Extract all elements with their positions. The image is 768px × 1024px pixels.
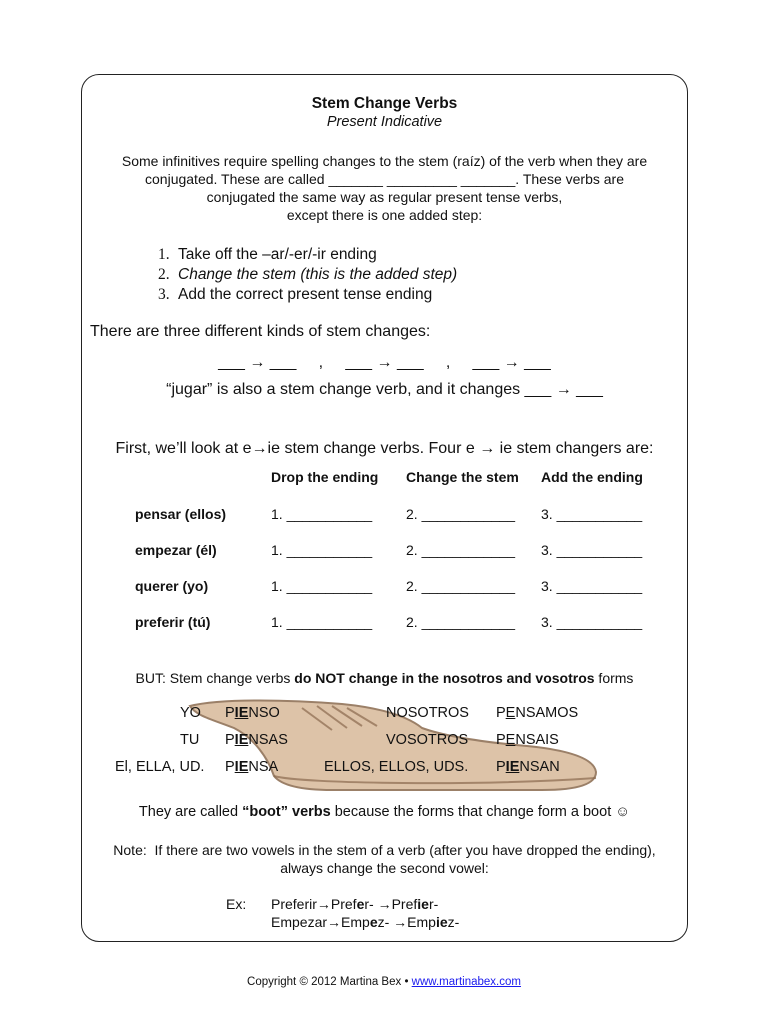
but-line-pre: BUT: Stem change verbs [135, 670, 295, 686]
stem-change: IE [234, 705, 249, 721]
note-paragraph [81, 841, 688, 877]
example-text: z- →Emp [377, 914, 436, 930]
step-item [158, 265, 457, 285]
example-text: r- →Pref [364, 896, 418, 912]
intro-paragraph [81, 152, 688, 224]
col-header-drop: Drop the ending [271, 469, 379, 485]
yo-form [225, 705, 280, 721]
stem-change: IE [234, 732, 249, 748]
intro-line-1: Some infinitives require spelling changes to the stem (raíz) of the verb when they are [121, 153, 648, 169]
blank-change[interactable]: 2. ____________ [406, 614, 515, 630]
step-text: Add the correct present tense ending [178, 286, 433, 303]
but-line-post: forms [594, 670, 634, 686]
blank-add[interactable]: 3. ___________ [541, 542, 643, 558]
stem-start: P [496, 705, 506, 721]
stem-start: P [225, 705, 235, 721]
blank-add[interactable]: 3. ___________ [541, 614, 643, 630]
page-subtitle: Present Indicative [326, 114, 443, 130]
example-text: Preferir→Pref [271, 896, 357, 912]
yo-pronoun: YO [180, 705, 201, 721]
eie-intro: First, we’ll look at e→ie stem change verbs. Four e → ie stem changers are: [115, 440, 654, 457]
tu-pronoun: TU [180, 732, 200, 748]
note-line-1: Note: If there are two vowels in the stem of a verb (after you have dropped the ending), [113, 842, 656, 858]
intro-line-2: conjugated. These are called _______ _________ _______. These verbs are [145, 171, 624, 187]
step-item [158, 245, 457, 265]
ellos-pronoun: ELLOS, ELLOS, UDS. [324, 759, 469, 775]
col-header-add: Add the ending [541, 469, 643, 485]
stem-change: IE [505, 759, 520, 775]
example-vowel: ie [417, 896, 429, 912]
stem-change: E [505, 732, 516, 748]
stem-end: NSAMOS [515, 705, 579, 721]
example-line-1 [271, 895, 438, 913]
ellos-form [496, 759, 560, 775]
el-form [225, 759, 278, 775]
note-line-2: always change the second vowel: [280, 860, 489, 876]
example-line-2 [271, 913, 459, 931]
verb-label: empezar (él) [135, 542, 217, 558]
stem-start: P [496, 759, 506, 775]
kinds-heading: There are three different kinds of stem changes: [90, 323, 431, 340]
el-pronoun: El, ELLA, UD. [115, 759, 205, 775]
stem-end: NSAIS [515, 732, 559, 748]
boot-line-pre: They are called [138, 804, 243, 820]
verb-label: pensar (ellos) [135, 506, 227, 522]
col-header-change: Change the stem [406, 469, 519, 485]
stem-end: NSA [248, 759, 279, 775]
vosotros-pronoun: VOSOTROS [386, 732, 469, 748]
page-title: Stem Change Verbs [311, 95, 458, 112]
example-vowel: e [369, 914, 378, 930]
step-number: 2. [158, 266, 170, 283]
boot-line-bold: “boot” verbs [242, 804, 331, 820]
but-line-bold: do NOT change in the nosotros and vosotros [294, 670, 595, 686]
boot-line-post: because the forms that change form a boot ☺ [330, 804, 631, 820]
nosotros-form [496, 705, 578, 721]
example-label: Ex: [226, 896, 247, 912]
stem-end: NSAS [248, 732, 288, 748]
verb-label: querer (yo) [135, 578, 209, 594]
but-line [81, 669, 688, 687]
blank-add[interactable]: 3. ___________ [541, 506, 643, 522]
stem-change: IE [234, 759, 249, 775]
intro-line-3: conjugated the same way as regular present tense verbs, [206, 189, 563, 205]
footer-link[interactable]: www.martinabex.com [411, 976, 521, 988]
blank-drop[interactable]: 1. ___________ [271, 542, 373, 558]
stem-end: NSO [248, 705, 280, 721]
intro-line-4: except there is one added step: [286, 207, 483, 223]
vosotros-form [496, 732, 559, 748]
footer [0, 976, 768, 988]
step-text: Take off the –ar/-er/-ir ending [178, 246, 377, 263]
example-vowel: e [356, 896, 365, 912]
nosotros-pronoun: NOSOTROS [386, 705, 469, 721]
example-text: r- [428, 896, 439, 912]
step-text: Change the stem (this is the added step) [178, 266, 458, 283]
example-vowel: ie [435, 914, 448, 930]
blank-change[interactable]: 2. ____________ [406, 578, 515, 594]
stem-start: P [225, 759, 235, 775]
stem-start: P [496, 732, 506, 748]
blank-drop[interactable]: 1. ___________ [271, 506, 373, 522]
tu-form [225, 732, 288, 748]
blank-change[interactable]: 2. ____________ [406, 506, 515, 522]
stem-change: E [505, 705, 516, 721]
boot-line [81, 804, 688, 820]
blank-drop[interactable]: 1. ___________ [271, 614, 373, 630]
step-number: 3. [158, 286, 170, 303]
blank-change[interactable]: 2. ____________ [406, 542, 515, 558]
verb-label: preferir (tú) [135, 614, 211, 630]
stem-start: P [225, 732, 235, 748]
example-text: z- [447, 914, 460, 930]
blank-drop[interactable]: 1. ___________ [271, 578, 373, 594]
step-item [158, 285, 457, 305]
stem-end: NSAN [519, 759, 560, 775]
blank-add[interactable]: 3. ___________ [541, 578, 643, 594]
jugar-line: “jugar” is also a stem change verb, and it changes ___ → ___ [166, 381, 603, 398]
example-text: Empezar→Emp [271, 914, 370, 930]
step-number: 1. [158, 246, 170, 263]
kinds-blanks: ___ → ___ , ___ → ___ , ___ → ___ [218, 354, 551, 371]
steps-list [158, 245, 457, 305]
footer-copyright: Copyright © 2012 Martina Bex • [247, 976, 412, 988]
